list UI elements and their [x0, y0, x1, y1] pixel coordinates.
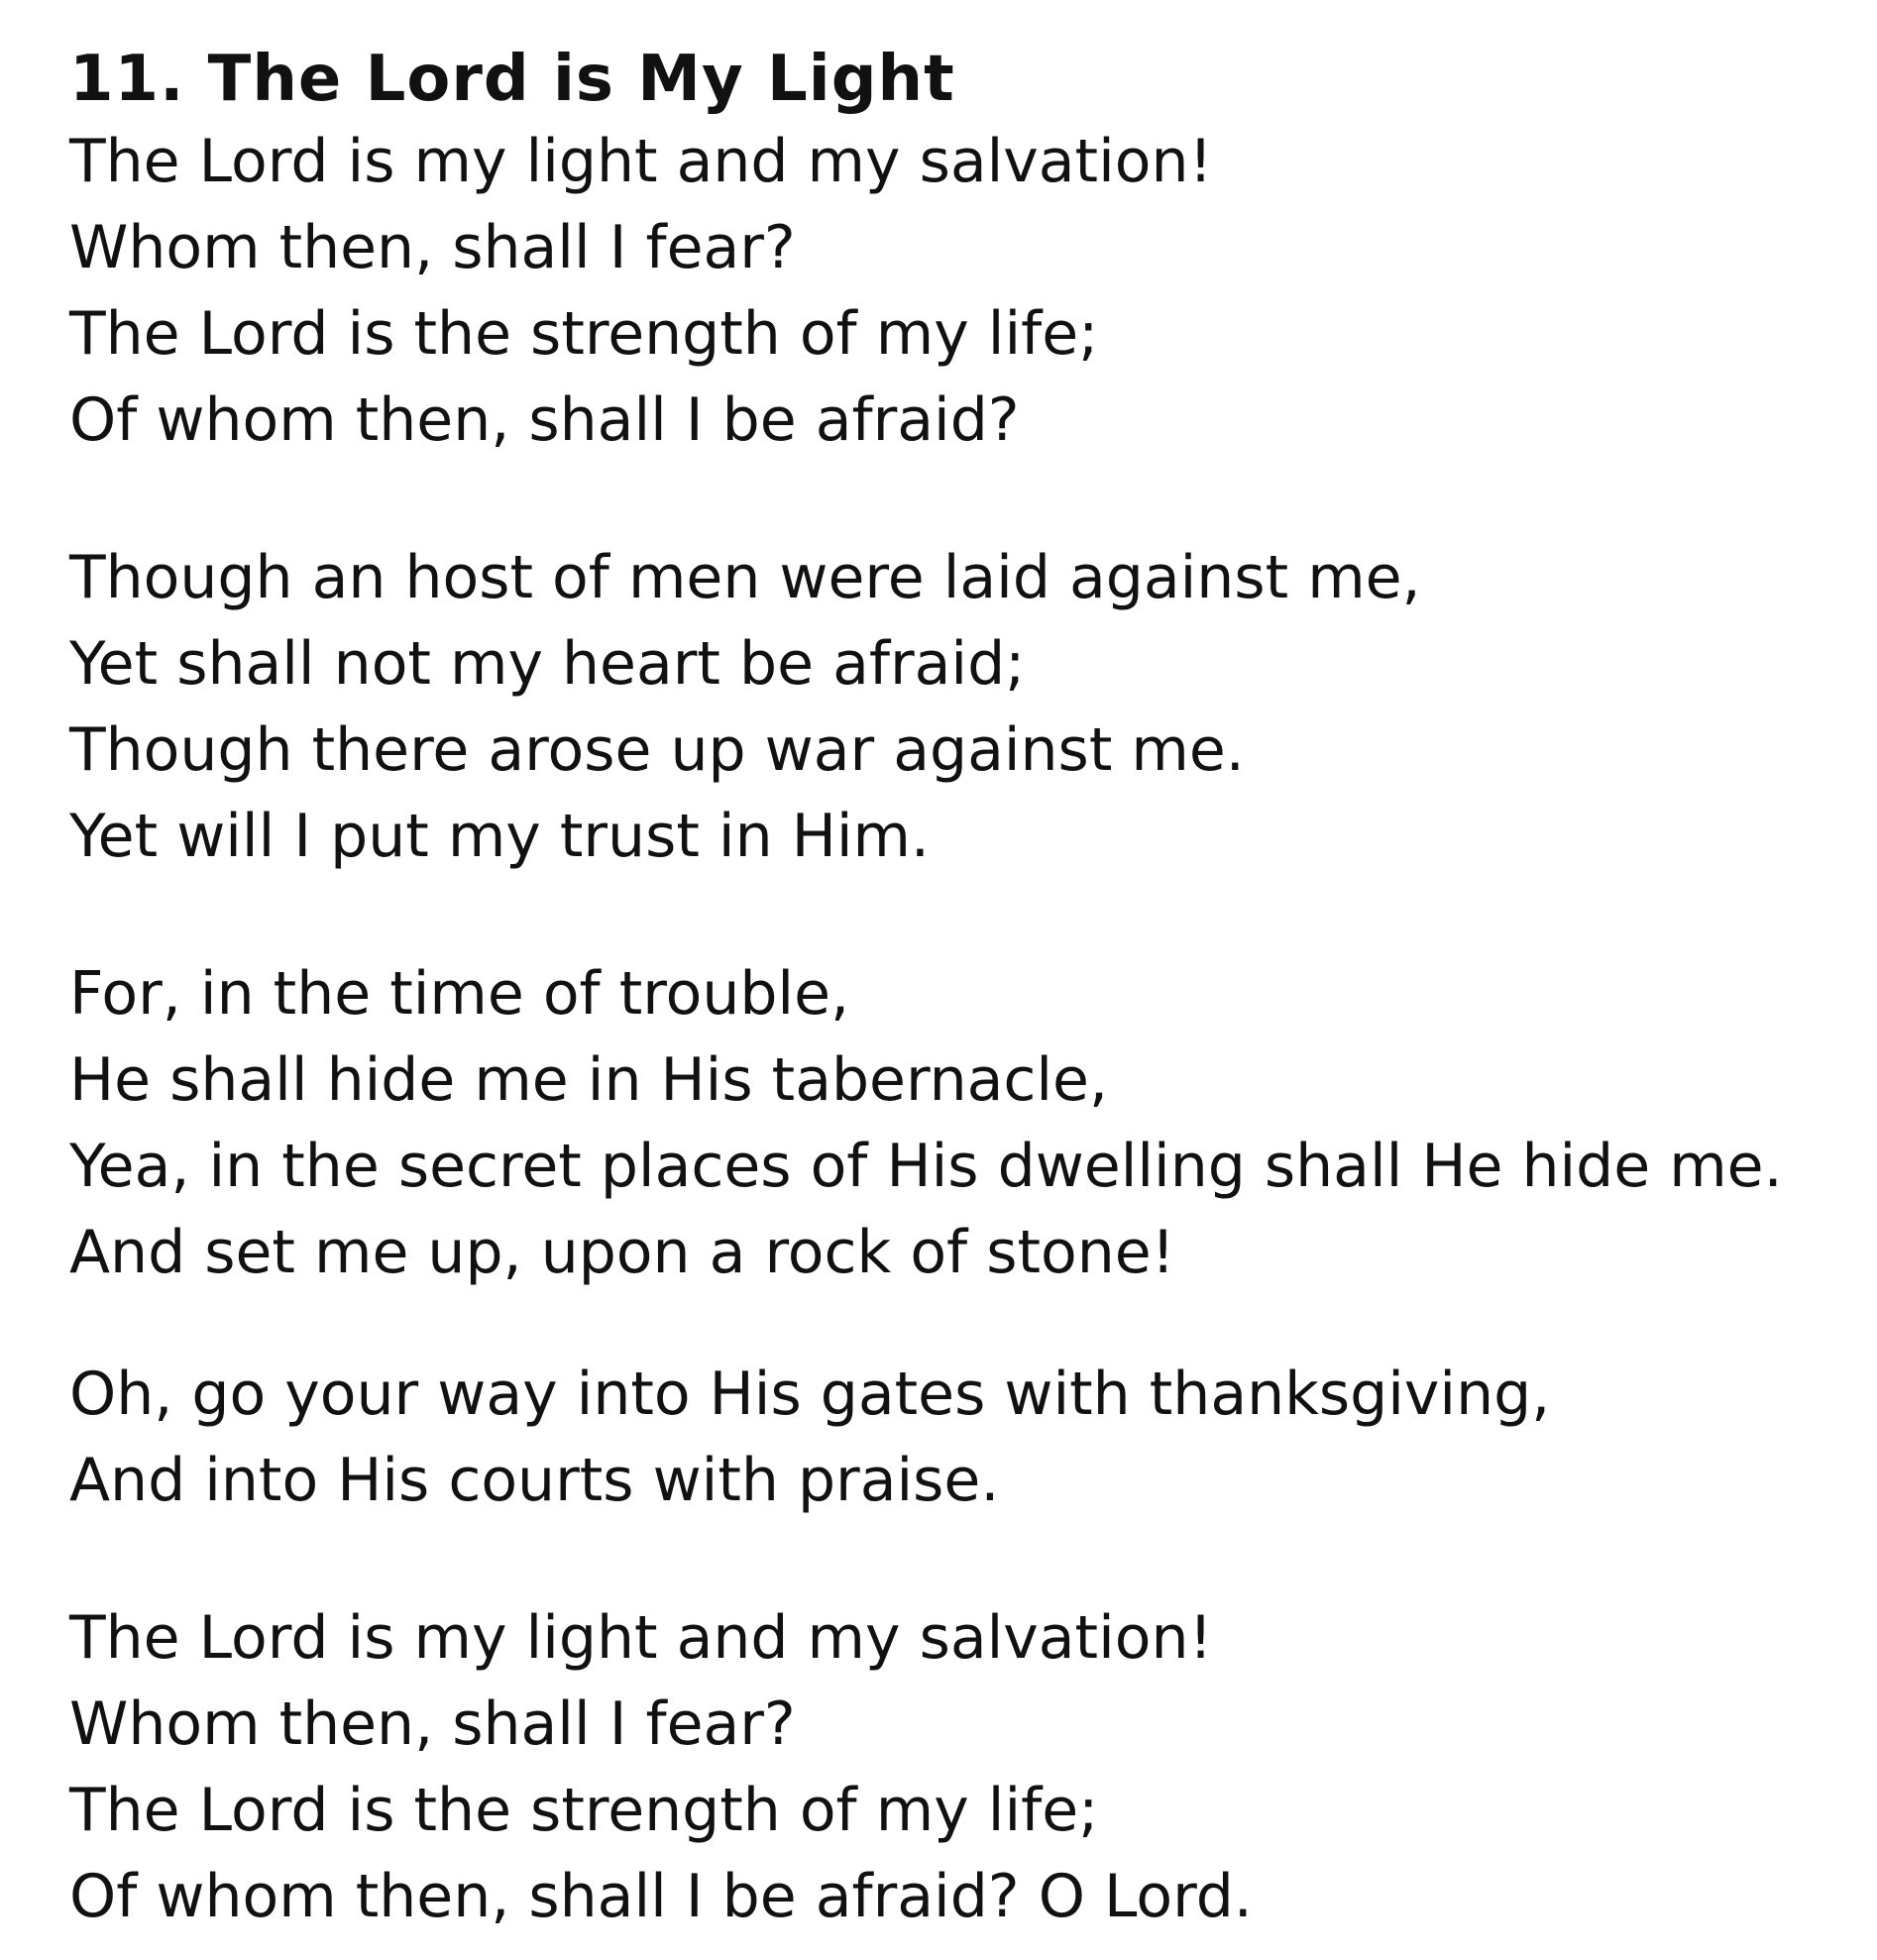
stanza-4 [69, 1352, 1853, 1524]
song-title: 11. The Lord is My Light [69, 43, 955, 116]
lyric-line: For, in the time of trouble, [69, 959, 850, 1029]
lyric-line: Of whom then, shall I be afraid? O Lord. [69, 1862, 1253, 1931]
stanza-1 [69, 119, 1853, 464]
lyric-line: The Lord is the strength of my life; [69, 299, 1099, 369]
lyric-line: The Lord is my light and my salvation! [69, 1603, 1213, 1673]
stanza-3 [69, 951, 1853, 1296]
stanza-spacer [69, 880, 1853, 951]
lyric-line: Whom then, shall I fear? [69, 1689, 796, 1759]
lyric-line: He shall hide me in His tabernacle, [69, 1045, 1109, 1115]
lyric-line: Though there arose up war against me. [69, 715, 1245, 785]
song-sheet [69, 40, 1853, 1940]
lyric-line: Whom then, shall I fear? [69, 213, 796, 282]
stanza-spacer [69, 1296, 1853, 1352]
lyric-line: Though an host of men were laid against me, [69, 543, 1421, 612]
lyric-line: The Lord is my light and my salvation! [69, 127, 1213, 196]
stanza-2 [69, 535, 1853, 880]
stanza-5 [69, 1595, 1853, 1940]
lyric-line: Of whom then, shall I be afraid? [69, 385, 1020, 455]
lyric-line: Yet will I put my trust in Him. [69, 802, 931, 871]
lyric-line: The Lord is the strength of my life; [69, 1776, 1099, 1845]
stanza-spacer [69, 464, 1853, 535]
lyric-line: And set me up, upon a rock of stone! [69, 1218, 1175, 1287]
lyric-line: Yea, in the secret places of His dwelling shall He hide me. [69, 1132, 1783, 1201]
lyric-line: Oh, go your way into His gates with thanksgiving, [69, 1360, 1551, 1429]
lyric-line: And into His courts with praise. [69, 1446, 1000, 1515]
stanza-spacer [69, 1524, 1853, 1595]
lyric-line: Yet shall not my heart be afraid; [69, 629, 1026, 699]
